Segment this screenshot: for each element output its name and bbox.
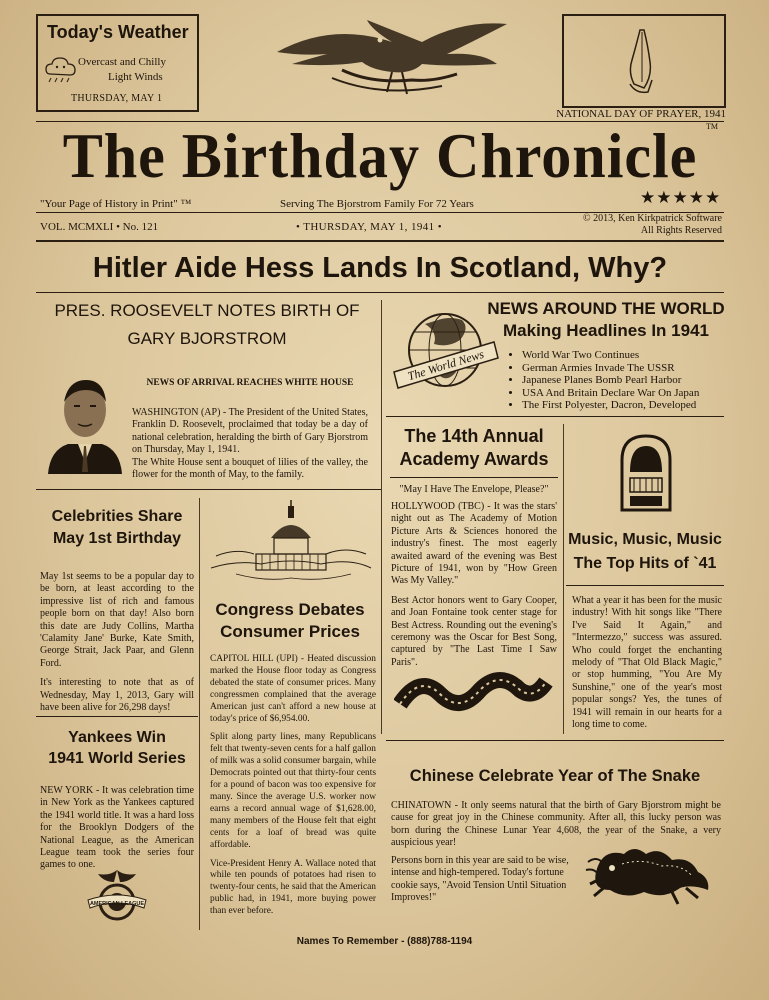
music-rule <box>566 585 724 586</box>
col-divider-left <box>199 498 200 930</box>
masthead-rule-bottom <box>36 240 724 242</box>
roosevelt-portrait <box>46 372 124 474</box>
film-strip-illustration <box>394 664 554 724</box>
masthead-copyright1: © 2013, Ken Kirkpatrick Software <box>583 213 722 224</box>
roosevelt-subhead: NEWS OF ARRIVAL REACHES WHITE HOUSE <box>146 378 354 388</box>
weather-line1: Overcast and Chilly <box>78 56 166 68</box>
masthead-tm: TM <box>706 122 718 131</box>
capitol-illustration <box>206 498 376 588</box>
yankees-title-1: Yankees Win <box>68 729 166 746</box>
music-p1: What a year it has been for the music industry! With hit songs like "There I've Said It Again," and "Intermezzo," success was assured. Who could forget the enchanting melody of "That Old Black Magic," or stop humming, "You Are My Sunshine," one of the year's most popular songs? Yes, the tunes of 1941 will remain in our hearts for a long time to come. <box>572 595 722 731</box>
yankees-title-2: 1941 World Series <box>48 750 186 767</box>
academy-p2: Best Actor honors went to Gary Cooper, and Joan Fontaine took center stage for Best Actress. Rounding out the evening's ceremony was the Oscar for Best Song, captured by "The Last Time I Saw Paris". <box>391 594 557 668</box>
music-title-1: Music, Music, Music <box>568 531 722 548</box>
congress-title-1: Congress Debates <box>215 600 365 619</box>
masthead-title: The Birthday Chronicle <box>62 120 698 191</box>
roosevelt-rule <box>36 489 381 490</box>
world-title-2: Making Headlines In 1941 <box>503 321 709 340</box>
globe-world-news-illustration <box>390 302 500 398</box>
footer-text: Names To Remember - (888)788-1194 <box>296 936 473 947</box>
col-divider-right <box>563 424 564 734</box>
yankees-p1: NEW YORK - It was celebration time in New York as the Yankees captured the 1941 world title. It was a hard loss for the Brooklyn Dodgers of the National League, as the American League team took the series four games to one. <box>40 785 194 871</box>
academy-rule <box>390 477 558 478</box>
prayer-caption: NATIONAL DAY OF PRAYER, 1941 <box>556 108 726 120</box>
chinese-p1: CHINATOWN - It only seems natural that the birth of Gary Bjorstrom might be cause for great joy in the Chinese community. After all, this lucky person was born during the Chinese Lunar Year 4,608, the year of the Snake, a very auspicious year! <box>391 800 721 849</box>
congress-body <box>210 654 376 925</box>
list-item: • World War Two Continues <box>522 349 737 362</box>
dragon-illustration <box>582 838 718 906</box>
roosevelt-p1: WASHINGTON (AP) - The President of the United States, Franklin D. Roosevelt, proclaimed that today be a day of national celebration, heralding the birth of Gary Bjorstrom on Thursday, May 1, 1941. <box>132 407 368 456</box>
music-title-2: The Top Hits of `41 <box>573 555 717 572</box>
celebrities-rule <box>36 716 198 717</box>
congress-p2: Split along party lines, many Republicans felt that twenty-seven cents for a half gallon of milk was a solid consumer bargain, while Democrats pointed out that thirty-four cents for a pound of bacon was too expensive for many. Since the average U.S. worker now earns a record annual wage of $1,628.00, many members of the House felt that eight cents for a loaf of bread was quite affordable. <box>210 732 376 850</box>
roosevelt-body <box>132 407 368 481</box>
list-item: • Japanese Planes Bomb Pearl Harbor <box>522 374 737 387</box>
cloud-icon <box>44 54 78 84</box>
academy-p1: HOLLYWOOD (TBC) - It was the stars' night out as The Academy of Motion Picture Arts & Sciences honored the industry's finest. The most eagerly awaited award of the evening was Best Picture of 1941, won by "How Green Was My Valley." <box>391 501 557 587</box>
academy-title-1: The 14th Annual <box>404 426 544 446</box>
list-item: • USA And Britain Declare War On Japan <box>522 387 737 400</box>
academy-title-2: Academy Awards <box>399 449 549 469</box>
world-news-banner-text: The World News <box>405 346 486 384</box>
chinese-rule-top <box>386 740 724 741</box>
american-league-logo <box>84 866 150 928</box>
yankees-body <box>40 785 194 879</box>
roosevelt-title-1: PRES. ROOSEVELT NOTES BIRTH OF <box>54 301 360 320</box>
jukebox-illustration <box>616 432 676 512</box>
masthead-serving: Serving The Bjorstrom Family For 72 Years <box>280 198 474 210</box>
weather-box <box>36 14 199 112</box>
roosevelt-p2: The White House sent a bouquet of lilies of the valley, the flower for the month of May, to the family. <box>132 456 368 481</box>
roosevelt-title-2: GARY BJORSTROM <box>127 329 287 348</box>
music-body <box>572 595 722 738</box>
celebrities-title-1: Celebrities Share <box>51 508 183 525</box>
celebrities-p1: May 1st seems to be a popular day to be born, at least according to the impressive list of rich and famous people born on that day! Also born this date are Judy Collins, Martha 'Calamity Jane' Burke, Kate Smith, George Strait, Jack Paar, and Glenn Ford. <box>40 571 194 669</box>
weather-line2: Light Winds <box>108 71 163 83</box>
academy-body <box>391 501 557 676</box>
celebrities-title-2: May 1st Birthday <box>52 530 182 547</box>
prayer-box <box>562 14 726 108</box>
celebrities-p2: It's interesting to note that as of Wednesday, May 1, 2013, Gary will have been alive for 26,298 days! <box>40 677 194 714</box>
world-title-1: NEWS AROUND THE WORLD <box>487 299 725 318</box>
chinese-title: Chinese Celebrate Year of The Snake <box>409 767 701 785</box>
list-item: • The First Polyester, Dacron, Developed <box>522 399 737 412</box>
headline-rule <box>36 292 724 293</box>
world-news-list <box>508 349 737 412</box>
congress-p1: CAPITOL HILL (UPI) - Heated discussion marked the House floor today as Congress debated the state of consumer prices. Many congressmen complained that the average American just can't afford a new house at today's price of $6,954.00. <box>210 654 376 724</box>
praying-hands-icon <box>622 26 662 96</box>
masthead-motto: "Your Page of History in Print" ™ <box>40 198 192 210</box>
masthead-copyright2: All Rights Reserved <box>640 225 722 236</box>
weather-date: THURSDAY, MAY 1 <box>71 93 163 104</box>
masthead-stars: ★★★★★ <box>640 188 722 207</box>
world-rule <box>386 416 724 417</box>
celebrities-body <box>40 571 194 721</box>
main-headline: Hitler Aide Hess Lands In Scotland, Why? <box>92 252 668 284</box>
congress-title-2: Consumer Prices <box>220 622 360 641</box>
masthead-vol: VOL. MCMXLI • No. 121 <box>40 221 159 233</box>
masthead-date: • THURSDAY, MAY 1, 1941 • <box>296 221 442 233</box>
academy-quote: "May I Have The Envelope, Please?" <box>399 484 549 495</box>
chinese-p2: Persons born in this year are said to be wise, intense and high-tempered. Today's fortune cookie says, "Avoid Tension Until Situation Improves!" <box>391 855 569 904</box>
eagle-illustration <box>272 12 512 107</box>
congress-p3: Vice-President Henry A. Wallace noted that while ten pounds of potatoes had risen to twenty-four cents, he said that the American public had, in 1941, more buying power than ever before. <box>210 858 376 917</box>
col-divider-mid <box>381 424 382 734</box>
weather-title: Today's Weather <box>47 22 189 42</box>
american-league-logo-text: AMERICAN LEAGUE <box>89 901 145 907</box>
list-item: • German Armies Invade The USSR <box>522 362 737 375</box>
